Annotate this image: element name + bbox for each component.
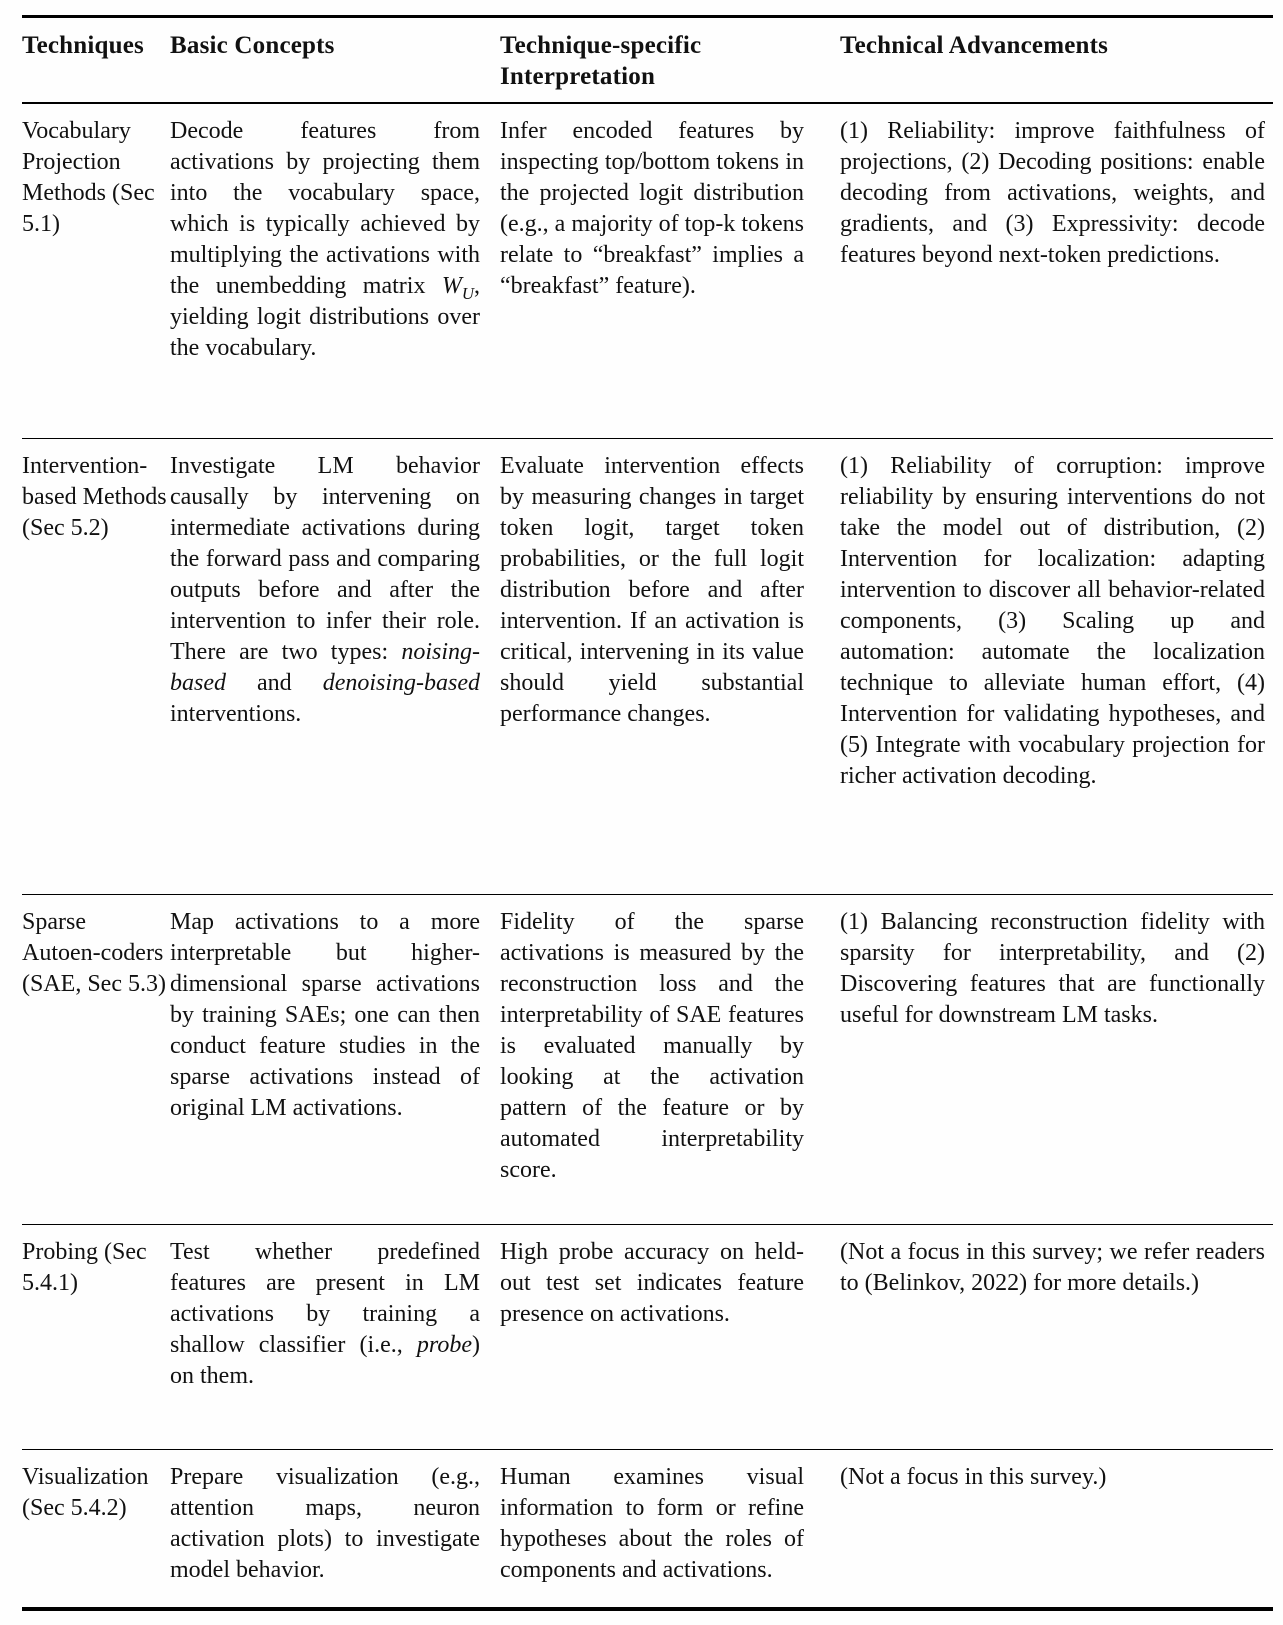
- cell-technique: Sparse Autoen-coders (SAE, Sec 5.3): [22, 908, 166, 997]
- table-row: [22, 438, 1273, 894]
- col-header-technical-advancements: Technical Advancements: [840, 32, 1109, 59]
- table-header: [22, 17, 1273, 104]
- cell-basic-concepts: Test whether predefined features are present in LM activations by training a shallow classifier (i.e., probe) on them.: [170, 1238, 480, 1389]
- cell-technique: Visualization (Sec 5.4.2): [22, 1463, 149, 1521]
- cell-advancements: (1) Reliability: improve faithfulness of projections, (2) Decoding positions: enable decoding from activations, weights, and gradients, and (3) Expressivity: decode features beyond next-token predictions.: [840, 118, 1265, 268]
- cell-technique: Vocabulary Projection Methods (Sec 5.1): [22, 118, 155, 237]
- cell-basic-concepts: Prepare visualization (e.g., attention maps, neuron activation plots) to investigate model behavior.: [170, 1463, 480, 1583]
- cell-basic-concepts: Map activations to a more interpretable but higher-dimensional sparse activations by training SAEs; one can then conduct feature studies in the sparse activations instead of original LM activations.: [170, 908, 480, 1121]
- italic-term: noising-based: [170, 638, 480, 696]
- italic-term: probe: [416, 1331, 472, 1358]
- table-row: [22, 894, 1273, 1224]
- techniques-summary-table: [22, 15, 1273, 1611]
- col-header-basic-concepts: Basic Concepts: [170, 32, 335, 59]
- cell-advancements: (Not a focus in this survey; we refer readers to (Belinkov, 2022) for more details.): [840, 1238, 1265, 1296]
- table-body: [22, 103, 1273, 1609]
- cell-advancements: (1) Reliability of corruption: improve reliability by ensuring interventions do not take the model out of distribution, (2) Intervention for localization: adapting intervention to discover all behavior-related components, (3) Scaling up and automation: automate the localization technique to alleviate human effort, (4) Intervention for validating hypotheses, and (5) Integrate with vocabulary projection for richer activation decoding.: [840, 452, 1265, 789]
- col-header-techniques: Techniques: [22, 32, 144, 59]
- table-row: [22, 1224, 1273, 1449]
- italic-term: denoising-based: [322, 669, 480, 696]
- cell-advancements: (1) Balancing reconstruction fidelity with sparsity for interpretability, and (2) Discovering features that are functionally useful for downstream LM tasks.: [840, 908, 1265, 1028]
- header-row: [22, 17, 1273, 104]
- cell-basic-concepts: Decode features from activations by projecting them into the vocabulary space, which is typically achieved by multiplying the activations with the unembedding matrix $W_U$, yielding logit distributions over the vocabulary.: [170, 118, 480, 361]
- col-header-technique-specific-interpretation: Technique-specific Interpretation: [500, 32, 702, 90]
- cell-interpretation: Fidelity of the sparse activations is measured by the reconstruction loss and the interpretability of SAE features is evaluated manually by looking at the activation pattern of the feature or by automated interpretability score.: [500, 908, 804, 1183]
- cell-interpretation: High probe accuracy on held-out test set indicates feature presence on activations.: [500, 1238, 804, 1327]
- table-row: [22, 1449, 1273, 1609]
- cell-technique: Intervention-based Methods (Sec 5.2): [22, 452, 167, 541]
- table-row: [22, 103, 1273, 438]
- cell-interpretation: Infer encoded features by inspecting top/bottom tokens in the projected logit distribution (e.g., a majority of top-k tokens relate to “breakfast” implies a “breakfast” feature).: [500, 118, 804, 299]
- cell-interpretation: Human examines visual information to form or refine hypotheses about the roles of components and activations.: [500, 1463, 804, 1583]
- math-subscript: U: [461, 283, 474, 303]
- cell-basic-concepts: Investigate LM behavior causally by intervening on intermediate activations during the forward pass and comparing outputs before and after the intervention to infer their role. There are two types: noising-based and denoising-based interventions.: [170, 452, 480, 727]
- cell-advancements: (Not a focus in this survey.): [840, 1463, 1107, 1490]
- italic-term: W: [441, 273, 462, 299]
- cell-technique: Probing (Sec 5.4.1): [22, 1238, 147, 1296]
- cell-interpretation: Evaluate intervention effects by measuring changes in target token logit, target token probabilities, or the full logit distribution before and after intervention. If an activation is critical, intervening in its value should yield substantial performance changes.: [500, 452, 804, 727]
